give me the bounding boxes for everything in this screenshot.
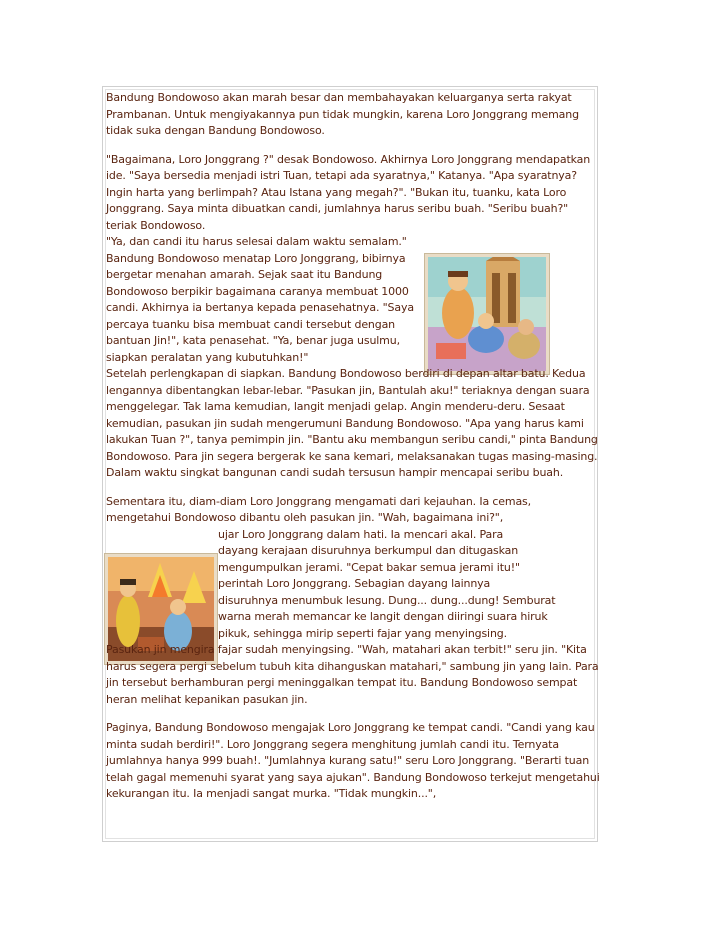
text-line: siapkan peralatan yang kubutuhkan!"	[106, 350, 309, 364]
paragraph-4	[106, 494, 599, 709]
text-line: Dalam waktu singkat bangunan candi sudah tersusun hampir mencapai seribu buah.	[106, 466, 564, 479]
text-line: jin tersebut berhamburan pergi meninggalkan tempat itu. Bandung Bondowoso sempat	[106, 676, 578, 689]
text-line: mengumpulkan jerami. "Cepat bakar semua jerami itu!"	[218, 560, 520, 574]
text-line: ujar Loro Jonggrang dalam hati. Ia mencari akal. Para	[218, 527, 504, 541]
text-line: mengetahui Bondowoso dibantu oleh pasukan jin. "Wah, bagaimana ini?",	[106, 511, 504, 524]
text-line: bergetar menahan amarah. Sejak saat itu Bandung	[106, 268, 383, 281]
text-line: Bandung Bondowoso akan marah besar dan membahayakan keluarganya serta rakyat	[106, 91, 572, 104]
text-line: disuruhnya menumbuk lesung. Dung... dung...dung! Semburat	[218, 593, 556, 607]
text-line: Pasukan jin mengira fajar sudah menyingsing. "Wah, matahari akan terbit!" seru jin. "Kita	[106, 643, 587, 656]
text-line: Bandung Bondowoso menatap Loro Jonggrang, bibirnya	[106, 251, 406, 265]
text-line: percaya tuanku bisa membuat candi tersebut dengan	[106, 317, 396, 331]
paragraph-3	[106, 234, 596, 482]
text-line: lengannya dibentangkan lebar-lebar. "Pasukan jin, Bantulah aku!" teriaknya dengan suara	[106, 383, 590, 397]
text-line: kemudian, pasukan jin sudah mengerumuni Bandung Bondowoso. "Apa yang harus kami	[106, 416, 584, 430]
text-line: kekurangan itu. Ia menjadi sangat murka. "Tidak mungkin...",	[106, 787, 437, 800]
text-line: warna merah memancar ke langit dengan diiringi suara hiruk	[218, 610, 548, 623]
text-line: Jonggrang. Saya minta dibuatkan candi, jumlahnya harus seribu buah. "Seribu buah?"	[106, 202, 569, 215]
text-line: "Ya, dan candi itu harus selesai dalam waktu semalam."	[106, 235, 407, 248]
text-line: Prambanan. Untuk mengiyakannya pun tidak mungkin, karena Loro Jonggrang memang	[106, 107, 579, 121]
text-line: tidak suka dengan Bandung Bondowoso.	[106, 124, 325, 137]
text-line: pikuk, sehingga mirip seperti fajar yang menyingsing.	[218, 626, 507, 640]
text-line: Ingin harta yang berlimpah? Atau Istana yang megah?". "Bukan itu, tuanku, kata Loro	[106, 185, 567, 199]
text-line: Bondowoso. Para jin segera bergerak ke sana kemari, melaksanakan tugas masing-masing.	[106, 449, 598, 463]
paragraph-5	[106, 720, 600, 803]
text-line: teriak Bondowoso.	[106, 218, 206, 232]
story-text	[106, 90, 600, 803]
text-line: Setelah perlengkapan di siapkan. Bandung Bondowoso berdiri di depan altar batu. Kedua	[106, 367, 586, 380]
text-line: Bondowoso berpikir bagaimana caranya membuat 1000	[106, 284, 409, 298]
text-line: "Bagaimana, Loro Jonggrang ?" desak Bondowoso. Akhirnya Loro Jonggrang mendapatkan	[106, 152, 591, 166]
paragraph-1	[106, 90, 596, 140]
text-line: jumlahnya hanya 999 buah!. "Jumlahnya kurang satu!" seru Loro Jonggrang. "Berarti tuan	[106, 754, 590, 767]
text-line: Sementara itu, diam-diam Loro Jonggrang mengamati dari kejauhan. Ia cemas,	[106, 494, 531, 508]
text-line: lakukan Tuan ?", tanya pemimpin jin. "Bantu aku membangun seribu candi," pinta Bandung	[106, 433, 598, 446]
text-line: heran melihat kepanikan pasukan jin.	[106, 692, 308, 706]
text-line: ide. "Saya bersedia menjadi istri Tuan, tetapi ada syaratnya," Katanya. "Apa syaratnya?	[106, 169, 577, 182]
text-line: harus segera pergi sebelum tubuh kita dihanguskan matahari," sambung jin yang lain. Para	[106, 659, 599, 673]
text-line: perintah Loro Jonggrang. Sebagian dayang lainnya	[218, 577, 491, 590]
text-line: dayang kerajaan disuruhnya berkumpul dan ditugaskan	[218, 544, 519, 557]
text-line: bantuan Jin!", kata penasehat. "Ya, benar juga usulmu,	[106, 334, 400, 347]
text-line: Paginya, Bandung Bondowoso mengajak Loro Jonggrang ke tempat candi. "Candi yang kau	[106, 721, 595, 734]
text-line: telah gagal memenuhi syarat yang saya ajukan". Bandung Bondowoso terkejut mengetahui	[106, 770, 600, 784]
paragraph-2	[106, 152, 596, 235]
text-line: minta sudah berdiri!". Loro Jonggrang segera menghitung jumlah candi itu. Ternyata	[106, 737, 559, 751]
text-line: candi. Akhirnya ia bertanya kepada penasehatnya. "Saya	[106, 301, 414, 314]
text-line: menggelegar. Tak lama kemudian, langit menjadi gelap. Angin menderu-deru. Sesaat	[106, 400, 565, 413]
